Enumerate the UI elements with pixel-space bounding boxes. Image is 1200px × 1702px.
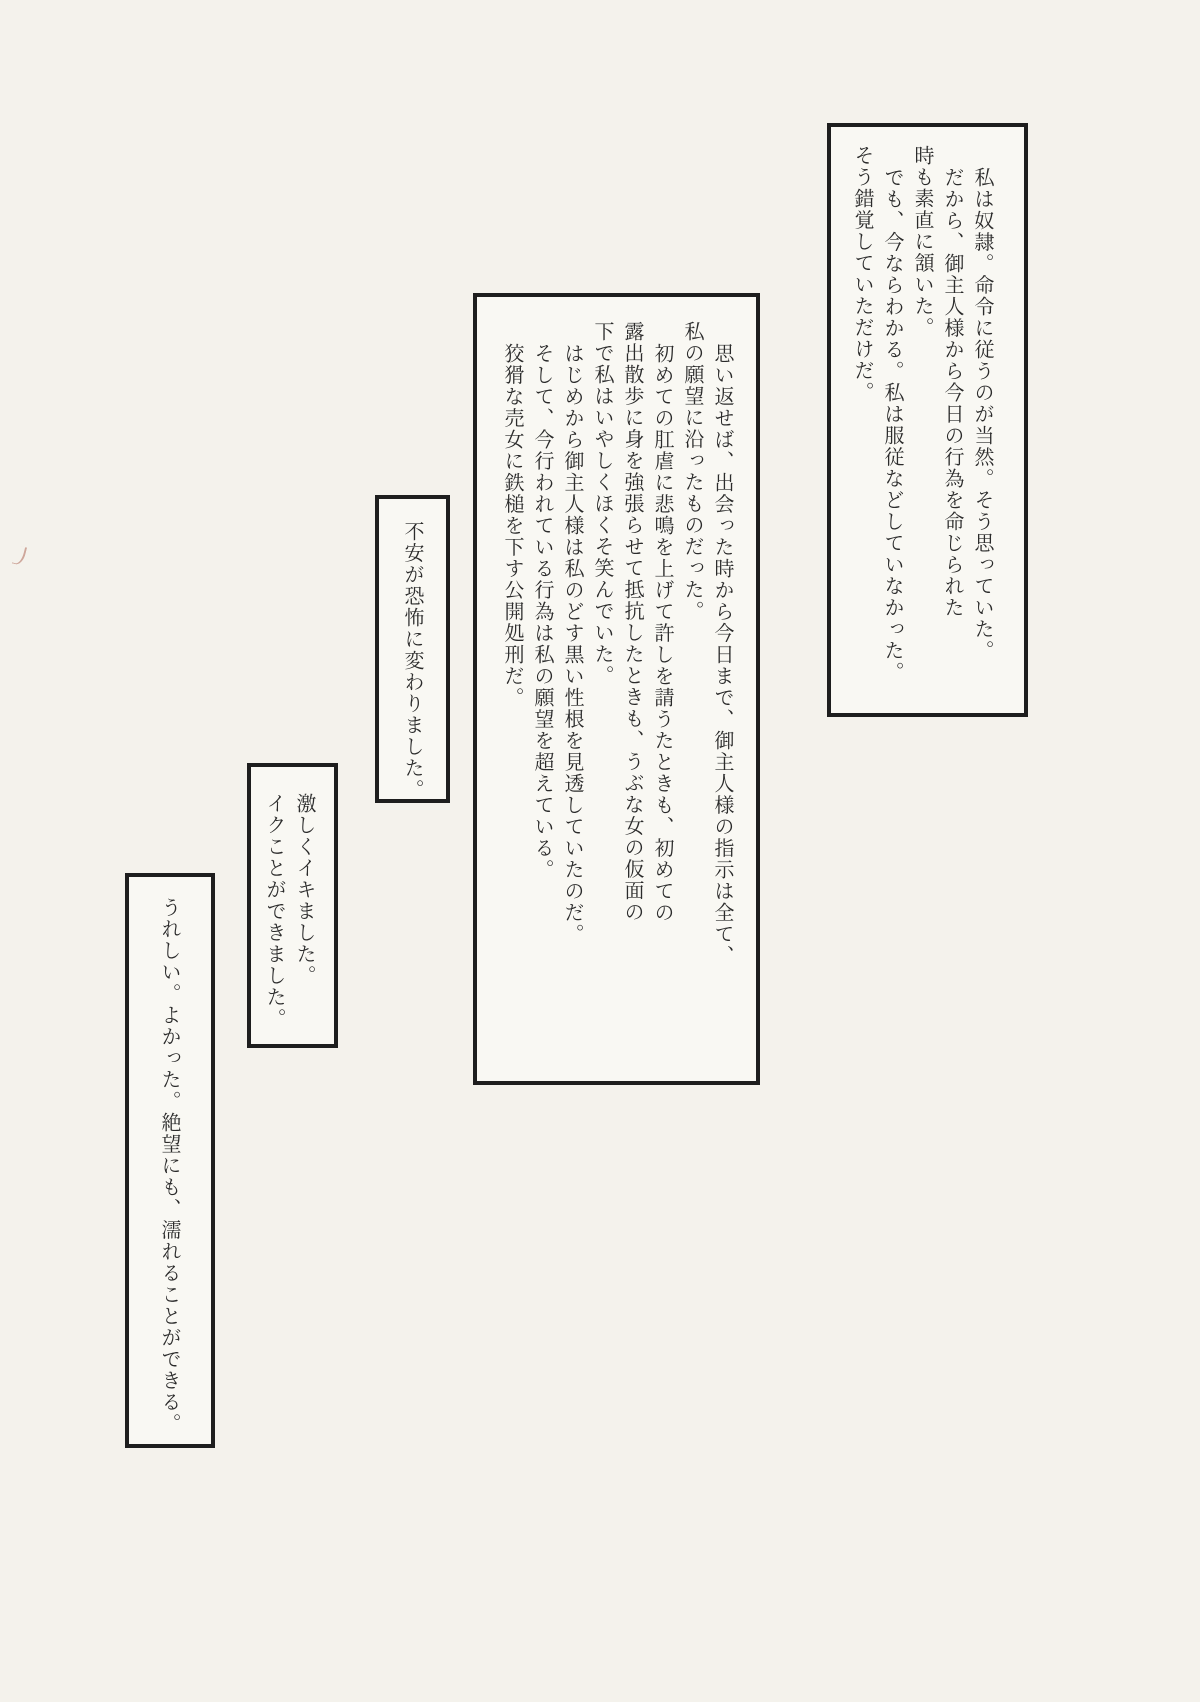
scan-artifact-mark — [12, 545, 27, 566]
text-column: 狡猾な売女に鉄槌を下す公開処刑だ。 — [501, 343, 525, 709]
text-column: 私の願望に沿ったものだった。 — [681, 321, 705, 622]
vertical-text-block — [129, 877, 211, 1444]
text-column: うれしい。よかった。絶望にも、濡れることができる。 — [158, 897, 182, 1435]
text-column: 露出散歩に身を強張らせて抵抗したときも、うぶな女の仮面の — [621, 321, 645, 923]
text-column: イクことができました。 — [263, 793, 287, 1030]
text-column: だから、御主人様から今日の行為を命じられた — [941, 167, 965, 619]
text-column: 不安が恐怖に変わりました。 — [401, 521, 425, 801]
text-panel-reflection — [473, 293, 760, 1085]
text-panel-climax — [247, 763, 338, 1048]
text-column: そして、今行われている行為は私の願望を超えている。 — [531, 343, 555, 881]
text-column: 下で私はいやしくほくそ笑んでいた。 — [591, 321, 615, 687]
text-panel-relief — [125, 873, 215, 1448]
text-column: 私は奴隷。命令に従うのが当然。そう思っていた。 — [971, 167, 995, 662]
vertical-text-block — [379, 499, 446, 799]
text-column: 初めての肛虐に悲鳴を上げて許しを請うたときも、初めての — [651, 343, 675, 924]
text-column: 時も素直に頷いた。 — [911, 145, 935, 339]
text-column: そう錯覚していただけだ。 — [851, 145, 875, 403]
vertical-text-block — [251, 767, 334, 1044]
vertical-text-block — [831, 127, 1024, 713]
text-column: 激しくイキました。 — [293, 793, 317, 987]
text-panel-obedience — [827, 123, 1028, 717]
text-column: 思い返せば、出会った時から今日まで、御主人様の指示は全て、 — [711, 343, 735, 967]
text-column: でも、今ならわかる。私は服従などしていなかった。 — [881, 167, 905, 683]
text-panel-fear — [375, 495, 450, 803]
vertical-text-block — [477, 297, 756, 1081]
text-column: はじめから御主人様は私のどす黒い性根を見透していたのだ。 — [561, 343, 585, 945]
